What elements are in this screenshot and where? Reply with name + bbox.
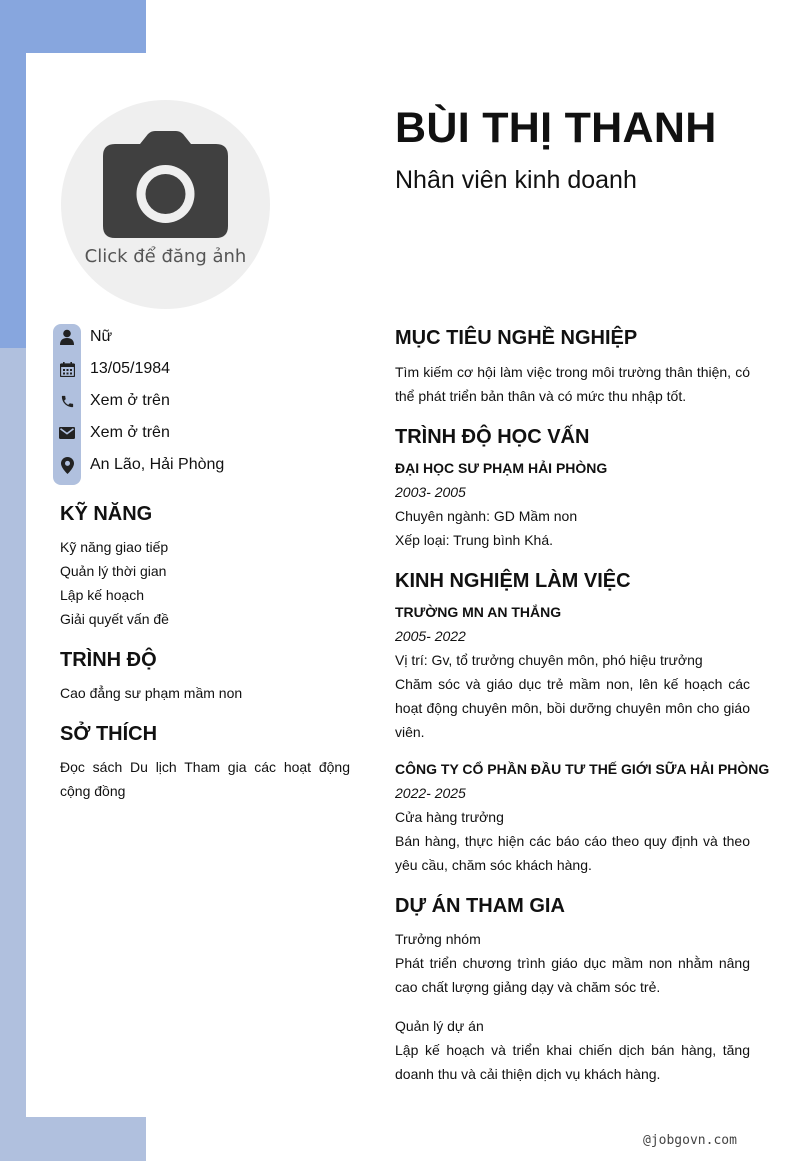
photo-upload-label: Click để đăng ảnh <box>84 246 247 267</box>
info-birthdate <box>53 353 353 385</box>
job-description: Chăm sóc và giáo dục trẻ mầm non, lên kế hoạch các hoạt động chuyên môn, bồi dưỡng chuyên môn cho giáo viên. <box>395 676 750 740</box>
info-gender <box>53 321 353 353</box>
job-title: Nhân viên kinh doanh <box>395 166 637 194</box>
project-description: Lập kế hoạch và triển khai chiến dịch bán hàng, tăng doanh thu và cải thiện dịch vụ khách hàng. <box>395 1042 750 1082</box>
phone-value: Xem ở trên <box>90 392 170 409</box>
location-pin-icon <box>53 457 81 474</box>
photo-upload[interactable] <box>61 100 270 309</box>
birthdate-value: 13/05/1984 <box>90 360 171 377</box>
job-position: Cửa hàng trưởng <box>395 809 504 825</box>
address-value: An Lão, Hải Phòng <box>90 456 225 473</box>
education-major: Chuyên ngành: GD Mầm non <box>395 508 578 524</box>
qualification-heading: TRÌNH ĐỘ <box>60 649 157 671</box>
projects-heading: DỰ ÁN THAM GIA <box>395 895 565 917</box>
person-icon <box>53 329 81 345</box>
objective-text: Tìm kiếm cơ hội làm việc trong môi trường thân thiện, có thể phát triển bản thân và có mức thu nhập tốt. <box>395 364 750 404</box>
info-address <box>53 449 353 481</box>
job-company: TRƯỜNG MN AN THẮNG <box>395 604 562 620</box>
education-rank: Xếp loại: Trung bình Khá. <box>395 532 553 548</box>
project-role: Quản lý dự án <box>395 1018 484 1034</box>
job-period: 2005- 2022 <box>395 628 466 644</box>
education-heading: TRÌNH ĐỘ HỌC VẤN <box>395 426 590 448</box>
skills-heading: KỸ NĂNG <box>60 503 153 525</box>
project-description: Phát triển chương trình giáo dục mầm non nhằm nâng cao chất lượng giảng dạy và chăm sóc trẻ. <box>395 955 750 995</box>
job-company: CÔNG TY CỔ PHẦN ĐẦU TƯ THẾ GIỚI SỮA HẢI PHÒNG <box>395 761 770 777</box>
education-period: 2003- 2005 <box>395 484 466 500</box>
hobbies-text: Đọc sách Du lịch Tham gia các hoạt động cộng đồng <box>60 759 350 799</box>
hobbies-heading: SỞ THÍCH <box>60 723 158 745</box>
skill-item: Kỹ năng giao tiếp <box>60 539 169 555</box>
camera-icon <box>102 130 229 240</box>
qualification-text: Cao đẳng sư phạm mầm non <box>60 685 243 701</box>
phone-icon <box>53 394 81 409</box>
info-email <box>53 417 353 449</box>
job-period: 2022- 2025 <box>395 785 466 801</box>
candidate-name: BÙI THỊ THANH <box>395 104 717 152</box>
skill-item: Quản lý thời gian <box>60 563 167 579</box>
job-description: Bán hàng, thực hiện các báo cáo theo quy định và theo yêu cầu, chăm sóc khách hàng. <box>395 833 750 873</box>
experience-heading: KINH NGHIỆM LÀM VIỆC <box>395 570 631 592</box>
calendar-icon <box>53 362 81 377</box>
objective-heading: MỤC TIÊU NGHỀ NGHIỆP <box>395 327 638 349</box>
education-school: ĐẠI HỌC SƯ PHẠM HẢI PHÒNG <box>395 460 608 476</box>
gender-value: Nữ <box>90 328 113 345</box>
project-role: Trưởng nhóm <box>395 931 481 947</box>
skill-item: Giải quyết vấn đề <box>60 611 169 627</box>
watermark: @jobgovn.com <box>643 1133 737 1148</box>
email-icon <box>53 427 81 439</box>
email-value: Xem ở trên <box>90 424 170 441</box>
info-phone <box>53 385 353 417</box>
job-position: Vị trí: Gv, tổ trưởng chuyên môn, phó hiệu trưởng <box>395 652 703 668</box>
skill-item: Lập kế hoạch <box>60 587 145 603</box>
